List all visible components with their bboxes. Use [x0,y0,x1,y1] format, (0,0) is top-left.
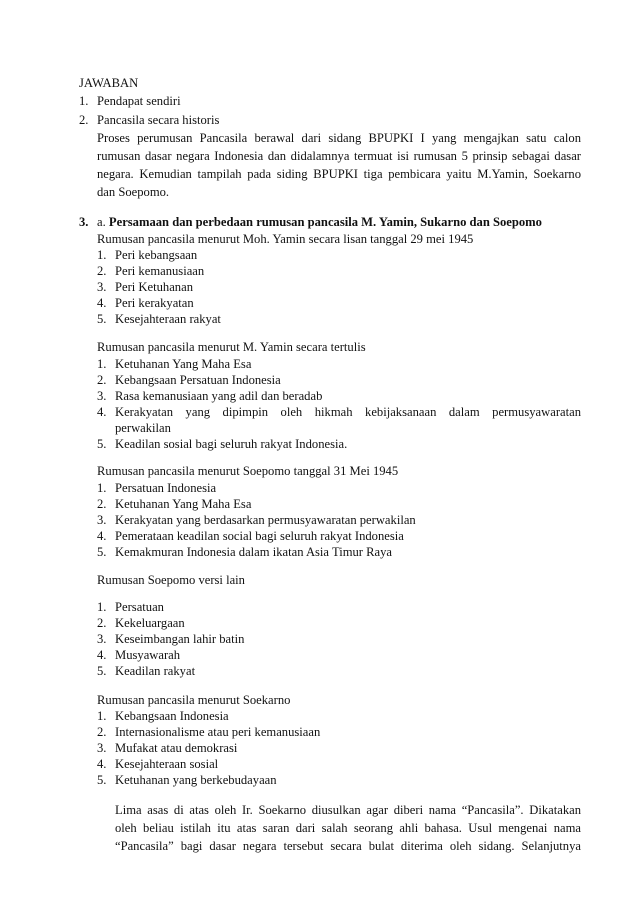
list-item: Persatuan Indonesia [115,481,217,495]
paragraph-line: rumusan dasar negara Indonesia dan didalamnya termuat isi rumusan 5 prinsip sebagai dasar [97,149,581,163]
list-item: Peri kebangsaan [115,248,198,262]
list-number: 4. [97,296,107,310]
list-item: Kerakyatan yang dipimpin oleh hikmah kebijaksanaan dalam permusyawaratan [115,405,581,419]
list-item: Kemakmuran Indonesia dalam ikatan Asia Timur Raya [115,545,393,559]
list-number: 4. [97,757,107,771]
section-heading: Persamaan dan perbedaan rumusan pancasila M. Yamin, Sukarno dan Soepomo [108,215,542,229]
list-item-continuation: perwakilan [115,421,171,435]
yamin-tertulis-heading: Rumusan pancasila menurut M. Yamin secara tertulis [97,340,366,354]
list-item: Persatuan [115,600,164,614]
paragraph-line: oleh beliau istilah itu atas saran dari salah seorang ahli bahasa. Usul mengenai nama [115,821,581,835]
list-number: 4. [97,529,107,543]
paragraph-line: “Pancasila” bagi dasar negara tersebut secara bulat diterima oleh sidang. Selanjutnya [115,839,581,853]
list-item: Ketuhanan Yang Maha Esa [115,357,252,371]
list-number: 3. [79,215,89,229]
page-title: JAWABAN [79,76,139,90]
list-number: 3. [97,741,107,755]
list-item: Keseimbangan lahir batin [115,632,245,646]
list-number: 2. [97,497,107,511]
list-number: 4. [97,405,107,419]
answer-3-heading [97,215,542,230]
paragraph-line: negara. Kemudian tampilah pada siding BPUPKI tiga pembicara yaitu M.Yamin, Soekarno [97,167,581,181]
list-item: Pemerataan keadilan social bagi seluruh rakyat Indonesia [115,529,404,543]
list-number: 2. [97,264,107,278]
list-number: 1. [79,94,89,108]
list-number: 3. [97,513,107,527]
yamin-lisan-heading: Rumusan pancasila menurut Moh. Yamin secara lisan tanggal 29 mei 1945 [97,232,474,246]
list-number: 1. [97,248,107,262]
list-item: Mufakat atau demokrasi [115,741,238,755]
answer-1: Pendapat sendiri [97,94,181,108]
soekarno-heading: Rumusan pancasila menurut Soekarno [97,693,291,707]
list-item: Keadilan rakyat [115,664,196,678]
answer-2-heading: Pancasila secara historis [97,113,220,127]
list-number: 2. [97,616,107,630]
paragraph-line: dan Soepomo. [97,185,170,199]
list-number: 1. [97,357,107,371]
list-number: 2. [79,113,89,127]
soepomo-heading: Rumusan pancasila menurut Soepomo tanggal 31 Mei 1945 [97,464,399,478]
paragraph-line: Lima asas di atas oleh Ir. Soekarno diusulkan agar diberi nama “Pancasila”. Dikatakan [115,803,581,817]
sub-letter: a. [97,215,106,229]
list-item: Internasionalisme atau peri kemanusiaan [115,725,321,739]
list-item: Kebangsaan Indonesia [115,709,229,723]
list-item: Kesejahteraan sosial [115,757,219,771]
list-item: Peri kemanusiaan [115,264,205,278]
list-item: Peri Ketuhanan [115,280,193,294]
soepomo-lain-heading: Rumusan Soepomo versi lain [97,573,245,587]
list-number: 1. [97,481,107,495]
list-item: Keadilan sosial bagi seluruh rakyat Indonesia. [115,437,348,451]
list-number: 1. [97,709,107,723]
list-number: 5. [97,312,107,326]
list-number: 3. [97,389,107,403]
list-number: 5. [97,437,107,451]
list-item: Kerakyatan yang berdasarkan permusyawaratan perwakilan [115,513,416,527]
list-number: 5. [97,545,107,559]
list-item: Kekeluargaan [115,616,185,630]
list-item: Ketuhanan yang berkebudayaan [115,773,277,787]
list-number: 2. [97,725,107,739]
list-item: Musyawarah [115,648,181,662]
list-number: 5. [97,664,107,678]
list-number: 5. [97,773,107,787]
paragraph-line: Proses perumusan Pancasila berawal dari sidang BPUPKI I yang mengajkan satu calon [97,131,581,145]
list-number: 2. [97,373,107,387]
list-number: 1. [97,600,107,614]
list-number: 3. [97,280,107,294]
list-item: Ketuhanan Yang Maha Esa [115,497,252,511]
list-item: Kebangsaan Persatuan Indonesia [115,373,281,387]
list-number: 3. [97,632,107,646]
list-item: Peri kerakyatan [115,296,194,310]
list-item: Kesejahteraan rakyat [115,312,221,326]
list-number: 4. [97,648,107,662]
list-item: Rasa kemanusiaan yang adil dan beradab [115,389,323,403]
